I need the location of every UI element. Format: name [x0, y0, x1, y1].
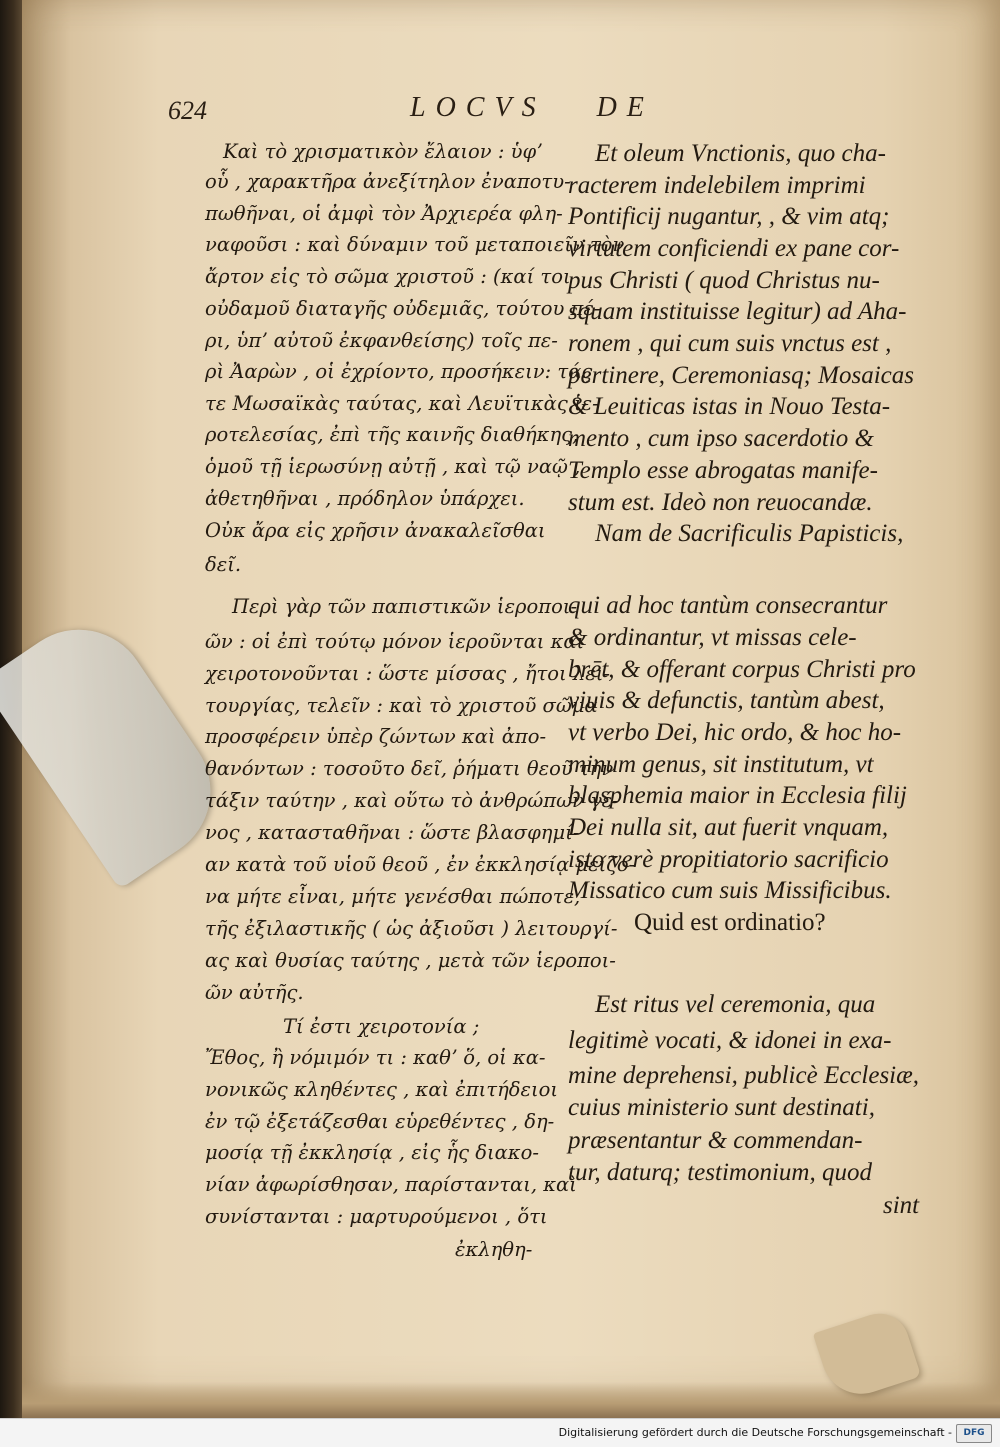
- greek-line: προσφέρειν ὑπὲρ ζώντων καὶ ἀπο-: [205, 725, 547, 748]
- greek-line: νονικῶς κληθέντες , καὶ ἐπιτήδειοι: [205, 1078, 558, 1101]
- latin-line: Missatico cum suis Missificibus.: [568, 877, 892, 904]
- latin-line: vt verbo Dei, hic ordo, & hoc ho-: [568, 719, 902, 746]
- latin-line: Dei nulla sit, aut fuerit vnquam,: [568, 814, 889, 841]
- greek-line: ἐν τῷ ἐξετάζεσθαι εὑρεθέντες , δη-: [205, 1110, 555, 1133]
- latin-line: tur, daturq; testimonium, quod: [568, 1159, 872, 1186]
- latin-line: brēt, & offerant corpus Christi pro: [568, 656, 916, 683]
- latin-line: Et oleum Vnctionis, quo cha-: [595, 140, 886, 167]
- greek-line: τε Μωσαϊκὰς ταύτας, καὶ Λευϊτικὰς ἱε-: [205, 392, 599, 415]
- latin-line: blasphemia maior in Ecclesia filij: [568, 782, 907, 809]
- greek-line: τουργίας, τελεῖν : καὶ τὸ χριστοῦ σῶμα: [205, 694, 598, 717]
- greek-line: τῆς ἐξιλαστικῆς ( ὡς ἀξιοῦσι ) λειτουργί-: [205, 917, 618, 940]
- latin-line: mento , cum ipso sacerdotio &: [568, 425, 874, 452]
- greek-line: οὗ , χαρακτῆρα ἀνεξίτηλον ἐναποτυ-: [205, 170, 571, 193]
- greek-line: ἐκληθη-: [455, 1238, 533, 1261]
- greek-line: αν κατὰ τοῦ υἱοῦ θεοῦ , ἐν ἐκκλησίᾳ μείζο-: [205, 853, 636, 876]
- latin-line: qui ad hoc tantùm consecrantur: [568, 592, 888, 619]
- latin-line: Est ritus vel ceremonia, qua: [595, 991, 876, 1018]
- greek-line: Καὶ τὸ χρισματικὸν ἔλαιον : ὑφʼ: [223, 140, 543, 163]
- greek-line: δεῖ.: [205, 553, 242, 576]
- greek-line: ρὶ Ἀαρὼν , οἱ ἐχρίοντο, προσήκειν: τάς: [205, 360, 593, 383]
- greek-line: οὐδαμοῦ διαταγῆς οὐδεμιᾶς, τούτου πέ-: [205, 297, 601, 320]
- greek-line: ῶν : οἱ ἐπὶ τούτῳ μόνον ἱεροῦνται καὶ: [205, 630, 585, 653]
- greek-line: χειροτονοῦνται : ὥστε μίσσας , ἤτοι λει-: [205, 662, 610, 685]
- greek-line: ἄρτον εἰς τὸ σῶμα χριστοῦ : (καί τοι: [205, 265, 571, 288]
- latin-line: ronem , qui cum suis vnctus est ,: [568, 330, 892, 357]
- latin-line: præsentantur & commendan-: [568, 1127, 863, 1154]
- greek-line: Οὐκ ἄρα εἰς χρῆσιν ἀνακαλεῖσθαι: [205, 519, 546, 542]
- latin-line: legitimè vocati, & idonei in exa-: [568, 1027, 892, 1054]
- latin-line: squam instituisse legitur) ad Aha-: [568, 298, 907, 325]
- latin-line: viuis & defunctis, tantùm abest,: [568, 687, 885, 714]
- greek-line: Ἔθος, ἢ νόμιμόν τι : καθʼ ὅ, οἱ κα-: [205, 1046, 546, 1069]
- page-number: 624: [168, 96, 207, 125]
- latin-line: cuius ministerio sunt destinati,: [568, 1094, 875, 1121]
- latin-line: stum est. Ideò non reuocandæ.: [568, 489, 873, 516]
- latin-line: sint: [883, 1192, 920, 1219]
- latin-line: & Leuiticas istas in Nouo Testa-: [568, 393, 891, 420]
- latin-line: pertinere, Ceremoniasq; Mosaicas: [568, 362, 915, 389]
- greek-line: ἀθετηθῆναι , πρόδηλον ὑπάρχει.: [205, 487, 525, 510]
- greek-line: πωθῆναι, οἱ ἀμφὶ τὸν Ἀρχιερέα φλη-: [205, 202, 563, 225]
- latin-line: mine deprehensi, publicè Ecclesiæ,: [568, 1062, 920, 1089]
- greek-line: τάξιν ταύτην , καὶ οὕτω τὸ ἀνθρώπων γέ-: [205, 789, 619, 812]
- latin-line: Nam de Sacrificulis Papisticis,: [595, 520, 904, 547]
- latin-line: & ordinantur, vt missas cele-: [568, 624, 857, 651]
- dfg-logo: DFG: [956, 1424, 992, 1443]
- running-head: [150, 90, 910, 130]
- greek-line: νος , κατασταθῆναι : ὥστε βλασφημί-: [205, 821, 580, 844]
- greek-line: ῶν αὐτῆς.: [205, 981, 304, 1004]
- greek-line: ναφοῦσι : καὶ δύναμιν τοῦ μεταποιεῖν τὸν: [205, 233, 625, 256]
- greek-line: Τί ἐστι χειροτονία ;: [283, 1015, 480, 1038]
- latin-line: Templo esse abrogatas manife-: [568, 457, 878, 484]
- greek-line: Περὶ γὰρ τῶν παπιστικῶν ἱεροποι-: [232, 595, 578, 618]
- greek-line: νίαν ἀφωρίσθησαν, παρίστανται, καὶ: [205, 1173, 577, 1196]
- latin-line: virtutem conficiendi ex pane cor-: [568, 235, 900, 262]
- latin-text-column: [568, 132, 938, 1262]
- greek-line: να μήτε εἶναι, μήτε γενέσθαι πώποτε,: [205, 885, 581, 908]
- latin-line: Quid est ordinatio?: [634, 909, 826, 936]
- greek-line: μοσίᾳ τῇ ἐκκλησίᾳ , εἰς ἧς διακο-: [205, 1141, 539, 1164]
- greek-line: ὁμοῦ τῇ ἱερωσύνῃ αὐτῇ , καὶ τῷ ναῷ ,: [205, 455, 581, 478]
- running-head-title: LOCVS DE: [410, 92, 654, 123]
- latin-line: Pontificij nugantur, , & vim atq;: [568, 203, 890, 230]
- greek-line: συνίστανται : μαρτυρούμενοι , ὅτι: [205, 1205, 548, 1228]
- greek-line: ας καὶ θυσίας ταύτης , μετὰ τῶν ἱεροποι-: [205, 949, 616, 972]
- latin-line: racterem indelebilem imprimi: [568, 172, 866, 199]
- greek-line: θανόντων : τοσοῦτο δεῖ, ῥήματι θεοῦ τὴν: [205, 757, 614, 780]
- greek-text-column: [205, 140, 636, 1261]
- greek-line: ρι, ὑπʼ αὐτοῦ ἐκφανθείσης) τοῖς πε-: [205, 329, 558, 352]
- latin-line: isto verè propitiatorio sacrificio: [568, 846, 889, 873]
- latin-line: minum genus, sit institutum, vt: [568, 751, 874, 778]
- footer-credit: Digitalisierung gefördert durch die Deutsche Forschungsgemeinschaft -: [558, 1426, 952, 1439]
- latin-line: pus Christi ( quod Christus nu-: [568, 267, 880, 294]
- digitization-footer: [0, 1418, 1000, 1447]
- greek-line: ροτελεσίας, ἐπὶ τῆς καινῆς διαθήκης,: [205, 423, 579, 446]
